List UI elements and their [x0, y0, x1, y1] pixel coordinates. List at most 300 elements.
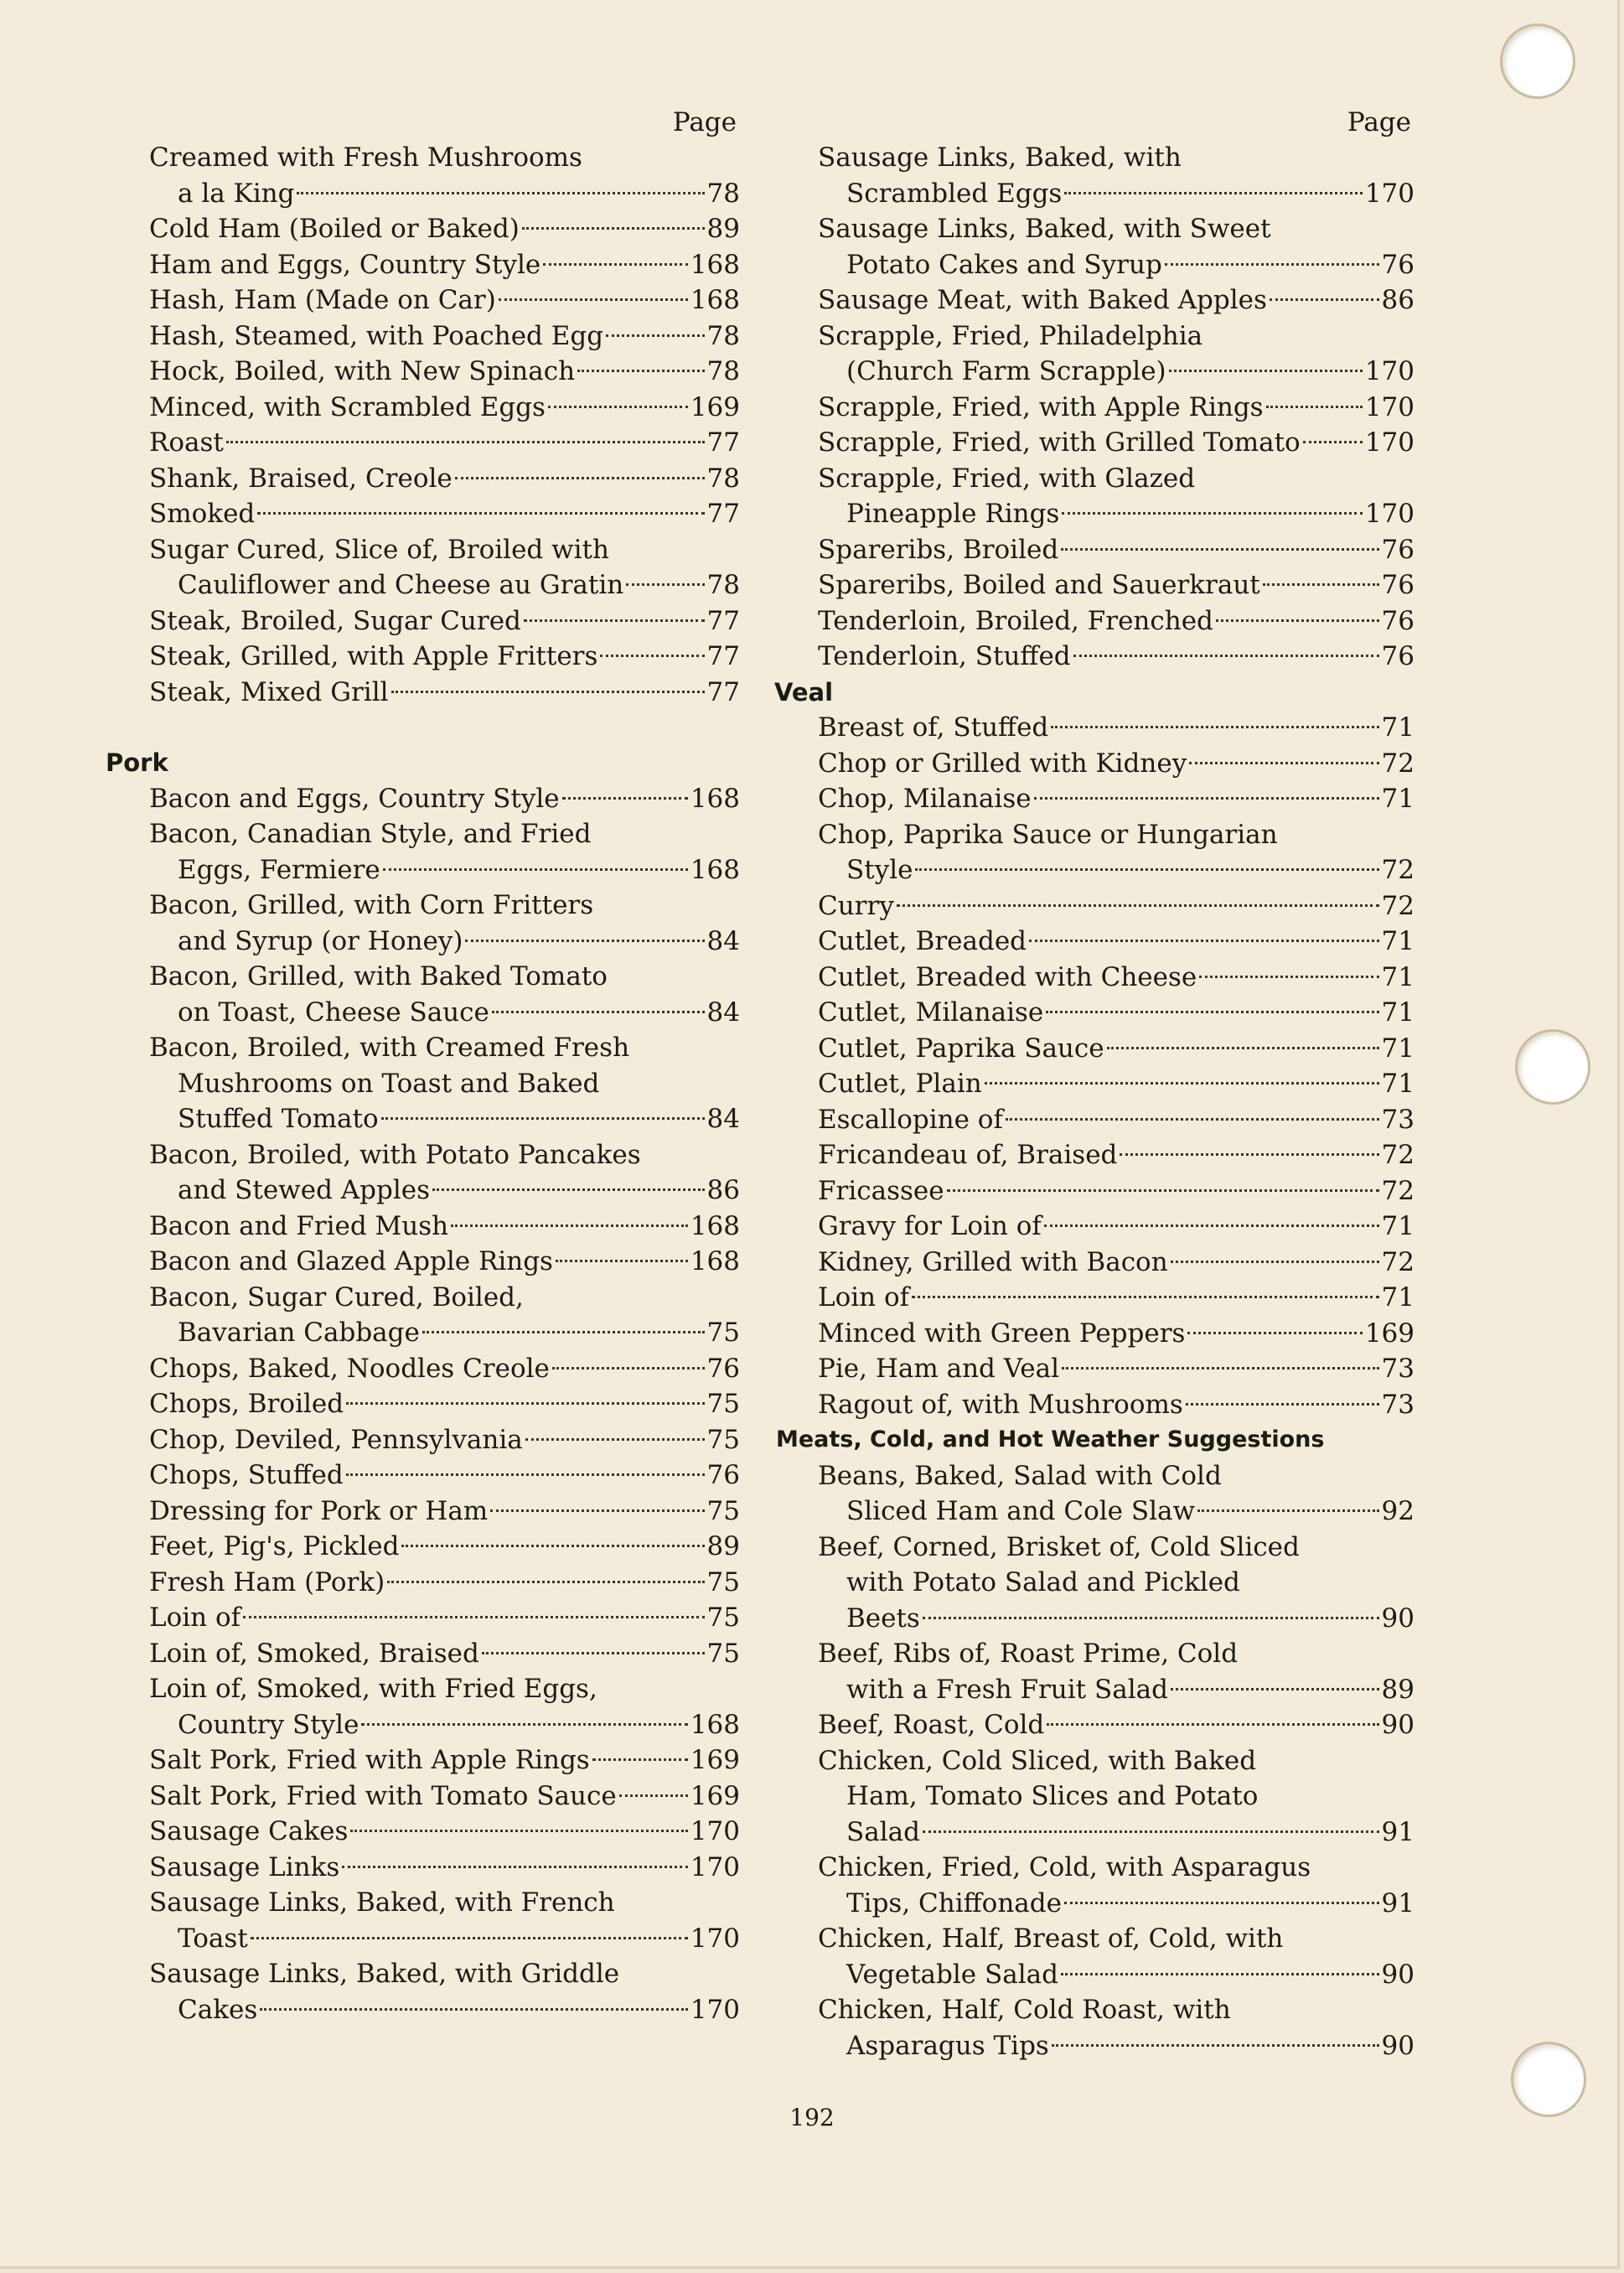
entry-page-number: 71 [1381, 997, 1415, 1028]
dot-leader [606, 334, 704, 337]
entry-text: Pineapple Rings [846, 499, 1060, 529]
section-heading-meats-cold: Meats, Cold, and Hot Weather Suggestions [776, 1426, 1325, 1452]
index-entry [818, 1707, 1415, 1743]
index-entry [149, 1707, 740, 1743]
entry-text: Bacon, Grilled, with Baked Tomato [149, 961, 608, 992]
entry-page-number: 168 [690, 783, 740, 814]
dot-leader [490, 1509, 704, 1512]
entry-text: Bacon, Broiled, with Potato Pancakes [149, 1139, 641, 1170]
entry-page-number: 71 [1381, 712, 1415, 743]
entry-text: Style [846, 855, 913, 885]
entry-text: Cutlet, Milanaise [818, 997, 1044, 1028]
index-entry [818, 176, 1415, 212]
dot-leader [985, 1082, 1379, 1085]
index-entry [149, 959, 740, 995]
entry-text: Salt Pork, Fried with Apple Rings [149, 1745, 590, 1775]
index-entry [818, 1494, 1415, 1530]
index-entry [149, 852, 740, 888]
dot-leader [592, 1758, 688, 1761]
entry-text: Minced with Green Peppers [818, 1318, 1186, 1349]
entry-page-number: 76 [1381, 534, 1415, 565]
dot-leader [1107, 1047, 1379, 1049]
dot-leader [346, 1473, 705, 1476]
index-entry [818, 1957, 1415, 1993]
index-list-ham [149, 140, 740, 710]
entry-text: Eggs, Fermiere [178, 854, 380, 885]
entry-text: Bacon, Canadian Style, and Fried [149, 819, 592, 849]
dot-leader [1052, 2044, 1379, 2047]
dot-leader [492, 1011, 705, 1013]
dot-leader [556, 1260, 688, 1262]
entry-text: on Toast, Cheese Sauce [178, 997, 489, 1028]
index-entry [818, 425, 1415, 461]
index-entry [818, 603, 1415, 639]
dot-leader [923, 1617, 1379, 1619]
entry-page-number: 71 [1381, 1282, 1415, 1313]
index-entry [818, 247, 1415, 283]
dot-leader [499, 298, 688, 301]
index-entry [818, 461, 1415, 497]
entry-text: Bacon, Grilled, with Corn Fritters [149, 890, 594, 920]
dot-leader [381, 1117, 705, 1120]
index-entry [818, 1280, 1415, 1316]
index-entry [818, 532, 1415, 568]
index-entry [818, 318, 1415, 355]
entry-page-number: 76 [706, 1460, 740, 1490]
index-entry [818, 1921, 1415, 1957]
entry-text: Asparagus Tips [846, 2030, 1049, 2061]
entry-page-number: 75 [706, 1602, 740, 1633]
entry-text: Spareribs, Broiled [818, 534, 1059, 565]
index-entry [149, 995, 740, 1031]
index-entry [149, 1101, 740, 1137]
entry-page-number: 84 [706, 925, 740, 956]
entry-text: Toast [178, 1923, 248, 1954]
dot-leader [346, 1402, 704, 1405]
dot-leader [342, 1866, 688, 1868]
entry-page-number: 72 [1381, 1246, 1415, 1277]
entry-page-number: 75 [706, 1424, 740, 1455]
dot-leader [1189, 762, 1378, 764]
entry-text: Scrapple, Fried, with Grilled Tomato [818, 427, 1301, 458]
left-column [106, 105, 740, 2027]
entry-text: a la King [178, 178, 295, 209]
entry-text: Sausage Cakes [149, 1816, 349, 1846]
entry-page-number: 76 [1381, 570, 1415, 600]
entry-text: Chicken, Fried, Cold, with Asparagus [818, 1852, 1311, 1882]
entry-page-number: 72 [1381, 1140, 1415, 1170]
index-entry [818, 924, 1415, 960]
dot-leader [923, 1830, 1379, 1833]
entry-text: Cutlet, Paprika Sauce [818, 1033, 1104, 1064]
entry-page-number: 170 [690, 1851, 740, 1882]
entry-text: Steak, Mixed Grill [149, 676, 389, 707]
index-entry [149, 1850, 740, 1886]
dot-leader [1187, 1332, 1362, 1334]
entry-text: Cutlet, Breaded with Cheese [818, 961, 1197, 992]
dot-leader [525, 1438, 705, 1441]
dot-leader [543, 263, 688, 266]
index-entry [818, 1779, 1415, 1815]
entry-text: Sausage Links [149, 1851, 340, 1882]
entry-text: Cakes [178, 1994, 258, 2025]
entry-text: Chop or Grilled with Kidney [818, 748, 1187, 779]
entry-page-number: 89 [706, 1531, 740, 1561]
entry-text: Beef, Ribs of, Roast Prime, Cold [818, 1639, 1239, 1669]
entry-page-number: 170 [1364, 356, 1415, 386]
dot-leader [1044, 1225, 1379, 1227]
entry-page-number: 78 [706, 356, 740, 386]
index-entry [149, 567, 740, 603]
entry-text: Sliced Ham and Cole Slaw [846, 1496, 1196, 1526]
dot-leader [350, 1830, 687, 1832]
entry-text: Spareribs, Boiled and Sauerkraut [818, 570, 1260, 600]
index-entry [818, 1636, 1415, 1672]
entry-text: Pie, Ham and Veal [818, 1354, 1060, 1384]
entry-text: Potato Cakes and Syrup [846, 249, 1162, 280]
entry-page-number: 78 [706, 463, 740, 494]
entry-page-number: 77 [706, 641, 740, 671]
entry-page-number: 71 [1381, 784, 1415, 814]
index-entry [149, 603, 740, 639]
dot-leader [455, 477, 705, 479]
entry-text: Escallopine of [818, 1104, 1003, 1135]
dot-leader [1165, 263, 1379, 266]
dot-leader [1186, 1403, 1379, 1406]
index-entry [149, 496, 740, 532]
punch-hole [1515, 1029, 1590, 1105]
index-entry [818, 1672, 1415, 1708]
entry-page-number: 76 [706, 1353, 740, 1384]
index-entry [149, 1030, 740, 1066]
entry-text: Stuffed Tomato [178, 1104, 379, 1134]
entry-text: Chicken, Cold Sliced, with Baked [818, 1745, 1257, 1776]
dot-leader [465, 940, 704, 942]
index-entry [149, 1529, 740, 1565]
entry-page-number: 169 [1364, 1318, 1415, 1349]
dot-leader [947, 1189, 1379, 1192]
index-entry [149, 1173, 740, 1209]
index-entry [149, 318, 740, 355]
dot-leader [251, 1937, 688, 1939]
entry-text: Bacon and Eggs, Country Style [149, 783, 560, 814]
entry-text: Loin of, Smoked, Braised [149, 1638, 479, 1669]
entry-text: Smoked [149, 499, 256, 529]
entry-page-number: 168 [690, 249, 740, 280]
entry-text: and Stewed Apples [178, 1175, 431, 1205]
entry-text: Country Style [178, 1709, 359, 1740]
index-entry [149, 816, 740, 852]
entry-page-number: 75 [706, 1389, 740, 1419]
entry-text: Beef, Corned, Brisket of, Cold Sliced [818, 1531, 1300, 1562]
entry-text: Breast of, Stuffed [818, 712, 1049, 743]
entry-text: Steak, Broiled, Sugar Cured [149, 605, 521, 636]
entry-page-number: 170 [1364, 178, 1415, 209]
dot-leader [626, 583, 704, 586]
entry-text: Bacon and Glazed Apple Rings [149, 1246, 553, 1276]
entry-page-number: 73 [1381, 1104, 1415, 1135]
entry-page-number: 77 [706, 427, 740, 458]
entry-text: Sausage Meat, with Baked Apples [818, 285, 1267, 315]
dot-leader [1046, 1011, 1378, 1013]
index-entry [149, 1779, 740, 1815]
index-entry [818, 390, 1415, 426]
index-entry [149, 1422, 740, 1458]
index-entry [149, 924, 740, 960]
section-heading-pork: Pork [106, 748, 168, 777]
entry-text: Scrapple, Fried, with Glazed [818, 463, 1196, 494]
entry-text: Feet, Pig's, Pickled [149, 1531, 400, 1561]
index-entry [149, 1066, 740, 1102]
entry-text: Steak, Grilled, with Apple Fritters [149, 641, 598, 671]
entry-text: Ragout of, with Mushrooms [818, 1389, 1183, 1420]
index-entry [149, 425, 740, 461]
dot-leader [1266, 406, 1363, 408]
entry-text: Chicken, Half, Breast of, Cold, with [818, 1924, 1284, 1954]
index-entry [149, 1921, 740, 1957]
index-entry [818, 2028, 1415, 2064]
page-column-header: Page [672, 107, 737, 137]
dot-leader [1120, 1153, 1378, 1156]
index-entry [818, 1316, 1415, 1352]
entry-text: Tenderloin, Stuffed [818, 641, 1071, 671]
dot-leader [1034, 797, 1379, 800]
entry-page-number: 76 [1381, 249, 1415, 280]
index-entry [818, 1815, 1415, 1851]
index-entry [818, 1458, 1415, 1494]
index-entry [818, 1173, 1415, 1209]
entry-text: Sausage Links, Baked, with Sweet [818, 214, 1271, 244]
entry-text: Bavarian Cabbage [178, 1318, 420, 1348]
dot-leader [548, 406, 688, 408]
entry-page-number: 77 [706, 676, 740, 707]
entry-text: Roast [149, 427, 224, 458]
entry-page-number: 76 [1381, 641, 1415, 671]
dot-leader [243, 1616, 704, 1618]
entry-page-number: 76 [1381, 605, 1415, 636]
index-list-pork [149, 781, 740, 2028]
entry-page-number: 90 [1381, 1710, 1415, 1740]
entry-page-number: 71 [1381, 1211, 1415, 1241]
entry-text: Hock, Boiled, with New Spinach [149, 356, 576, 386]
entry-page-number: 89 [706, 214, 740, 244]
index-entry [149, 1280, 740, 1316]
index-entry [149, 390, 740, 426]
index-entry [818, 140, 1415, 176]
index-entry [149, 1885, 740, 1921]
page-number: 192 [789, 2104, 835, 2131]
entry-page-number: 72 [1381, 855, 1415, 885]
entry-text: Sausage Links, Baked, with Griddle [149, 1959, 620, 1989]
index-list-veal [818, 710, 1415, 1422]
entry-page-number: 90 [1381, 1959, 1415, 1990]
index-entry [818, 639, 1415, 675]
index-entry [149, 1600, 740, 1636]
index-entry [818, 960, 1415, 996]
index-entry [149, 1742, 740, 1779]
dot-leader [387, 1581, 704, 1583]
index-entry [818, 1031, 1415, 1067]
dot-leader [226, 441, 705, 443]
entry-text: Chops, Broiled [149, 1389, 344, 1419]
dot-leader [1064, 1902, 1379, 1904]
dot-leader [1263, 583, 1379, 586]
entry-text: Dressing for Pork or Ham [149, 1495, 489, 1526]
dot-leader [1216, 619, 1379, 622]
dot-leader [383, 868, 688, 871]
index-entry [149, 1315, 740, 1351]
index-entry [149, 1671, 740, 1707]
entry-text: with a Fresh Fruit Salad [846, 1674, 1168, 1705]
entry-text: Scrambled Eggs [846, 178, 1063, 209]
index-entry [149, 282, 740, 318]
dot-leader [432, 1188, 705, 1191]
entry-page-number: 92 [1381, 1496, 1415, 1526]
index-entry [149, 1386, 740, 1422]
entry-text: Chops, Stuffed [149, 1460, 344, 1490]
index-entry [818, 211, 1415, 247]
entry-text: Kidney, Grilled with Bacon [818, 1246, 1168, 1277]
index-entry [818, 1351, 1415, 1387]
entry-text: Chop, Deviled, Pennsylvania [149, 1424, 523, 1455]
entry-page-number: 71 [1381, 1033, 1415, 1064]
entry-text: Fresh Ham (Pork) [149, 1566, 385, 1597]
entry-text: (Church Farm Scrapple) [846, 356, 1166, 386]
index-entry [818, 1565, 1415, 1601]
index-entry [149, 888, 740, 924]
index-entry [818, 995, 1415, 1031]
entry-page-number: 169 [690, 391, 740, 422]
index-entry [818, 282, 1415, 318]
entry-page-number: 170 [1364, 391, 1415, 422]
index-entry [149, 1244, 740, 1280]
entry-page-number: 170 [690, 1994, 740, 2025]
entry-text: Cold Ham (Boiled or Baked) [149, 214, 520, 244]
dot-leader [522, 227, 705, 230]
dot-leader [1197, 1509, 1378, 1512]
entry-page-number: 168 [690, 285, 740, 315]
entry-text: Chicken, Half, Cold Roast, with [818, 1995, 1231, 2025]
dot-leader [1006, 1118, 1379, 1121]
entry-text: Ham, Tomato Slices and Potato [846, 1781, 1259, 1811]
dot-leader [1171, 1261, 1379, 1263]
dot-leader [562, 797, 688, 800]
entry-page-number: 86 [706, 1175, 740, 1205]
entry-page-number: 169 [690, 1780, 740, 1811]
entry-page-number: 168 [690, 1210, 740, 1241]
entry-page-number: 170 [690, 1923, 740, 1954]
index-entry [149, 1956, 740, 1992]
entry-page-number: 77 [706, 605, 740, 636]
dot-leader [257, 512, 704, 515]
entry-text: Chop, Milanaise [818, 784, 1032, 814]
index-list-meats-cold [818, 1458, 1415, 2064]
entry-page-number: 168 [690, 854, 740, 885]
dot-leader [1270, 298, 1379, 301]
dot-leader [577, 370, 704, 372]
entry-text: Cauliflower and Cheese au Gratin [178, 570, 624, 600]
dot-leader [401, 1545, 704, 1547]
dot-leader [1064, 192, 1363, 194]
entry-page-number: 71 [1381, 926, 1415, 956]
dot-leader [897, 904, 1379, 907]
entry-text: Bacon, Broiled, with Creamed Fresh [149, 1033, 630, 1063]
dot-leader [1047, 1723, 1378, 1726]
index-entry [149, 1137, 740, 1173]
entry-page-number: 73 [1381, 1389, 1415, 1420]
entry-page-number: 84 [706, 1104, 740, 1134]
dot-leader [391, 691, 705, 693]
dot-leader [361, 1723, 687, 1726]
index-entry [149, 1351, 740, 1387]
index-entry [149, 461, 740, 497]
entry-text: Loin of [818, 1282, 910, 1313]
index-entry [149, 781, 740, 817]
index-entry [818, 1245, 1415, 1281]
entry-text: Sausage Links, Baked, with [818, 142, 1182, 173]
entry-text: Fricandeau of, Braised [818, 1140, 1118, 1170]
entry-text: Hash, Steamed, with Poached Egg [149, 320, 604, 351]
entry-text: Chops, Baked, Noodles Creole [149, 1353, 550, 1384]
section-heading-veal: Veal [774, 677, 834, 707]
entry-page-number: 168 [690, 1246, 740, 1276]
dot-leader [1073, 655, 1379, 657]
entry-text: Tenderloin, Broiled, Frenched [818, 605, 1213, 636]
dot-leader [524, 619, 705, 622]
entry-page-number: 78 [706, 320, 740, 351]
index-entry [149, 176, 740, 212]
index-entry [818, 567, 1415, 603]
entry-text: Scrapple, Fried, with Apple Rings [818, 391, 1264, 422]
entry-text: Beans, Baked, Salad with Cold [818, 1460, 1222, 1491]
entry-page-number: 86 [1381, 285, 1415, 315]
dot-leader [1062, 512, 1362, 515]
index-entry [818, 1387, 1415, 1423]
index-entry [818, 496, 1415, 532]
entry-text: Loin of [149, 1602, 241, 1633]
dot-leader [482, 1652, 705, 1654]
entry-text: Salad [846, 1816, 920, 1847]
entry-page-number: 78 [706, 178, 740, 209]
dot-leader [260, 2008, 688, 2011]
index-entry [818, 852, 1415, 888]
entry-page-number: 77 [706, 499, 740, 529]
entry-page-number: 90 [1381, 2030, 1415, 2061]
entry-text: Hash, Ham (Made on Car) [149, 285, 496, 315]
entry-text: Creamed with Fresh Mushrooms [149, 142, 582, 173]
index-entry [149, 354, 740, 390]
dot-leader [1061, 1973, 1379, 1975]
dot-leader [1029, 940, 1379, 942]
entry-page-number: 91 [1381, 1887, 1415, 1918]
entry-page-number: 75 [706, 1566, 740, 1597]
index-entry [818, 817, 1415, 853]
entry-text: Bacon, Sugar Cured, Boiled, [149, 1281, 524, 1313]
dot-leader [297, 192, 704, 194]
index-entry [149, 1636, 740, 1672]
dot-leader [1199, 976, 1378, 978]
index-entry [818, 781, 1415, 817]
dot-leader [1169, 370, 1363, 372]
index-entry [818, 888, 1415, 924]
entry-page-number: 72 [1381, 748, 1415, 779]
index-entry [149, 1458, 740, 1494]
entry-text: and Syrup (or Honey) [178, 925, 463, 956]
punch-hole [1500, 23, 1575, 99]
index-entry [818, 1530, 1415, 1566]
entry-text: Scrapple, Fried, Philadelphia [818, 320, 1203, 351]
index-entry [818, 1102, 1415, 1138]
